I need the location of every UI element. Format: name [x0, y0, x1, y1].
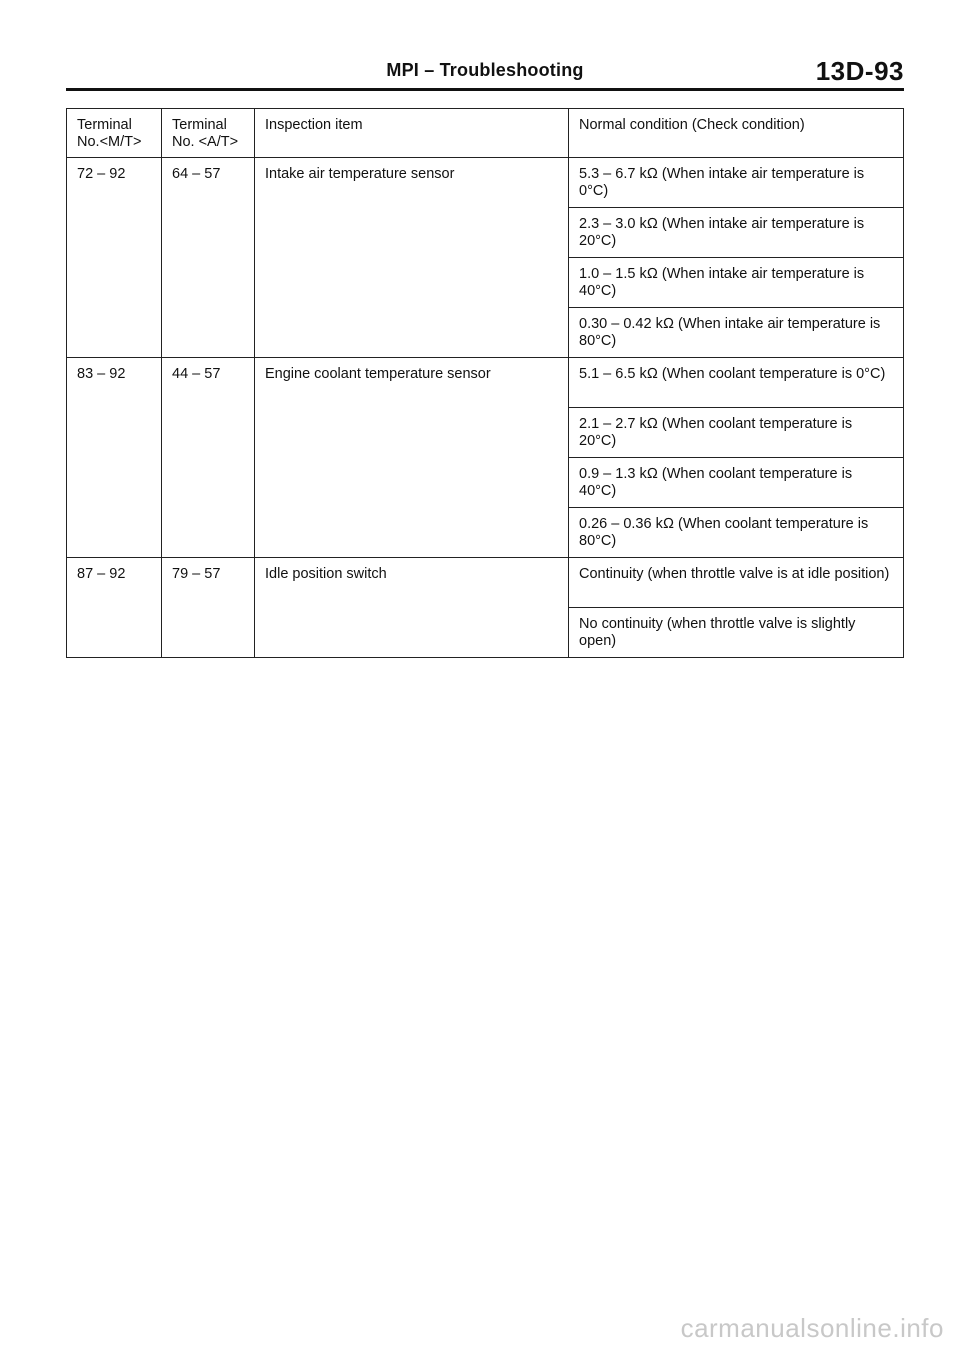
condition-cell: 2.1 – 2.7 kΩ (When coolant temperature is 20°C)	[569, 408, 904, 458]
condition-cell: 2.3 – 3.0 kΩ (When intake air temperature is 20°C)	[569, 208, 904, 258]
terminal-mt-cell: 72 – 92	[67, 158, 162, 358]
condition-cell: 5.3 – 6.7 kΩ (When intake air temperature is 0°C)	[569, 158, 904, 208]
page-header	[66, 58, 904, 86]
table-header-row	[67, 109, 904, 158]
condition-cell: No continuity (when throttle valve is slightly open)	[569, 608, 904, 658]
table-row	[67, 558, 904, 608]
terminal-mt-cell: 83 – 92	[67, 358, 162, 558]
inspection-item-cell: Idle position switch	[255, 558, 569, 658]
table-row	[67, 358, 904, 408]
header-rule	[66, 88, 904, 91]
col-header-terminal-at: Terminal No. <A/T>	[162, 109, 255, 158]
condition-cell: 0.30 – 0.42 kΩ (When intake air temperature is 80°C)	[569, 308, 904, 358]
table-row	[67, 158, 904, 208]
watermark: carmanualsonline.info	[680, 1313, 944, 1343]
col-header-inspection-item: Inspection item	[255, 109, 569, 158]
condition-cell: 1.0 – 1.5 kΩ (When intake air temperature is 40°C)	[569, 258, 904, 308]
terminal-at-cell: 44 – 57	[162, 358, 255, 558]
inspection-table	[66, 108, 904, 658]
col-header-terminal-mt: Terminal No.<M/T>	[67, 109, 162, 158]
col-header-normal-condition: Normal condition (Check condition)	[569, 109, 904, 158]
condition-cell: 0.9 – 1.3 kΩ (When coolant temperature is 40°C)	[569, 458, 904, 508]
page-title: MPI – Troubleshooting	[386, 60, 584, 80]
condition-cell: 5.1 – 6.5 kΩ (When coolant temperature is 0°C)	[569, 358, 904, 408]
condition-cell: Continuity (when throttle valve is at idle position)	[569, 558, 904, 608]
inspection-item-cell: Intake air temperature sensor	[255, 158, 569, 358]
terminal-mt-cell: 87 – 92	[67, 558, 162, 658]
inspection-item-cell: Engine coolant temperature sensor	[255, 358, 569, 558]
condition-cell: 0.26 – 0.36 kΩ (When coolant temperature is 80°C)	[569, 508, 904, 558]
page-number: 13D-93	[815, 56, 904, 86]
terminal-at-cell: 64 – 57	[162, 158, 255, 358]
terminal-at-cell: 79 – 57	[162, 558, 255, 658]
